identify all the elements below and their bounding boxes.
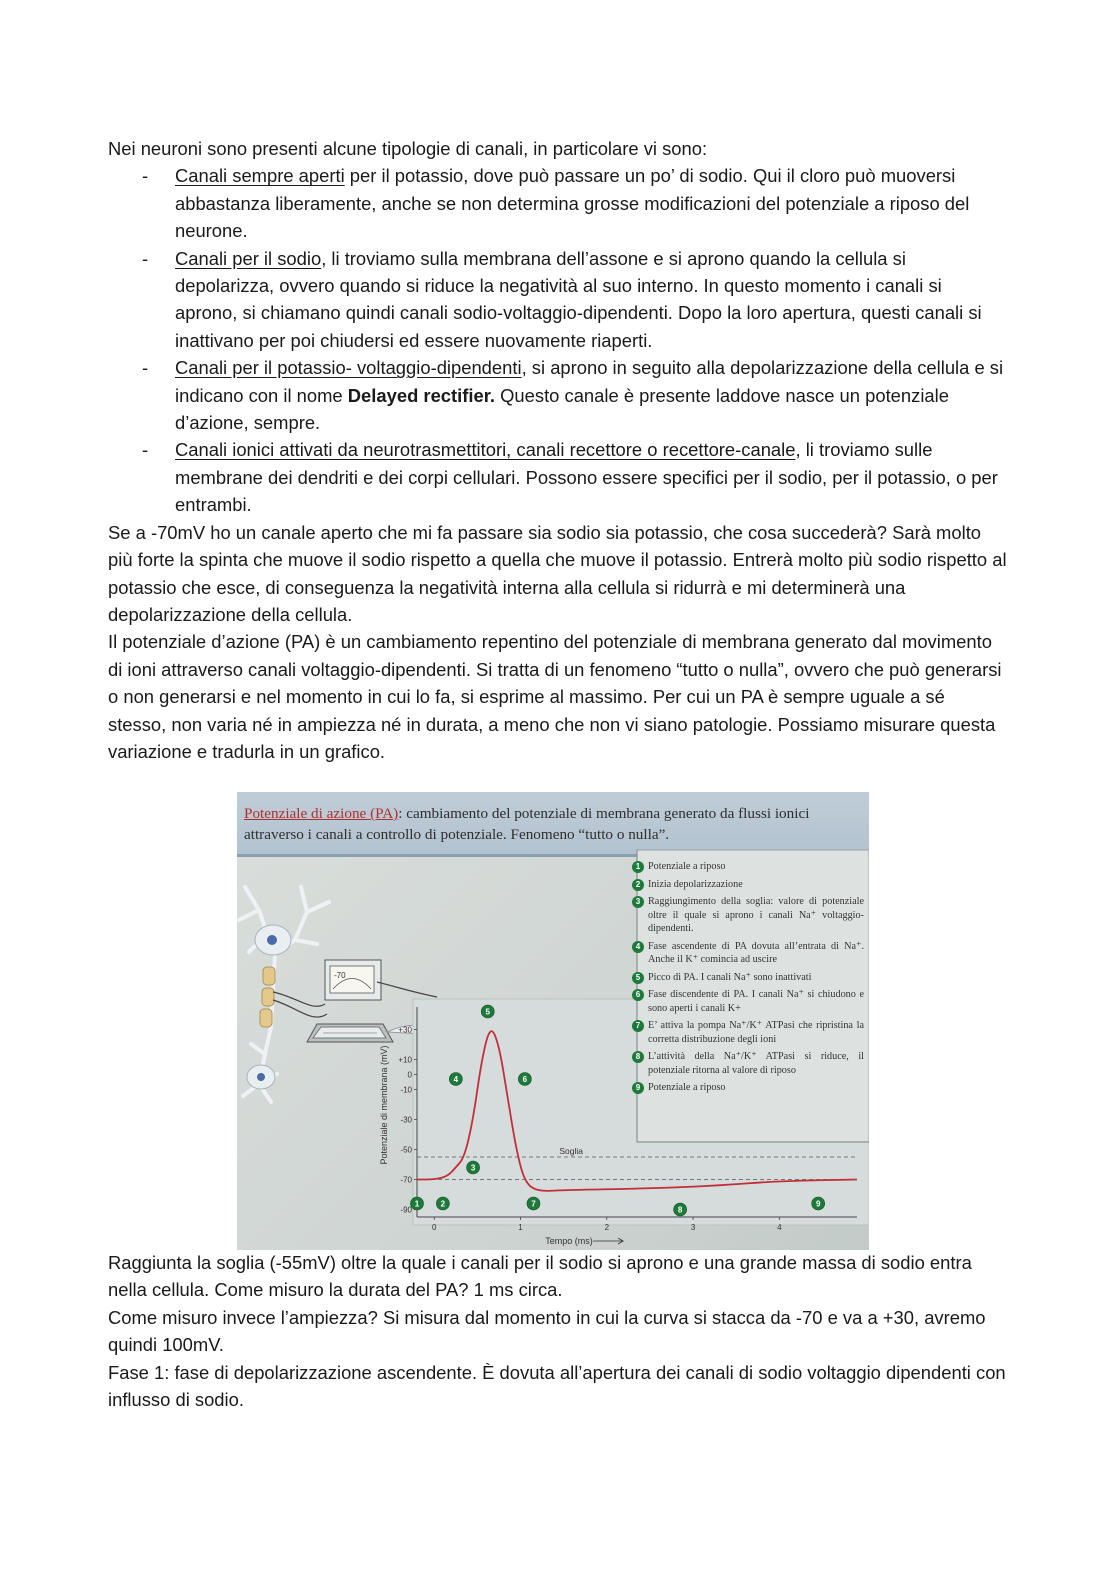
slide-title-text: : cambiamento del potenziale di membrana generato da flussi ionici attraverso i canali a controllo di potenziale. Fenomeno “tutto o nulla”.: [244, 805, 810, 843]
phase-marker-label: 7: [531, 1199, 536, 1209]
legend-item: [632, 1050, 864, 1077]
phase-marker-label: 9: [815, 1199, 821, 1209]
neuron-nucleus-icon: [257, 1073, 265, 1081]
y-tick-label: +10: [398, 1055, 412, 1065]
legend-text: Picco di PA. I canali Na⁺ sono inattivati: [648, 971, 812, 983]
x-tick-label: 3: [690, 1223, 696, 1232]
paragraph: Fase 1: fase di depolarizzazione ascendente. È dovuta all’apertura dei canali di sodio voltaggio dipendenti con influsso di sodio.: [108, 1361, 1006, 1411]
slide-title-highlight: Potenziale di azione (PA): [244, 805, 399, 822]
legend-number-badge: 9: [632, 1082, 644, 1094]
paragraph: Se a -70mV ho un canale aperto che mi fa passare sia sodio sia potassio, che cosa succederà? Sarà molto più forte la spinta che muove il sodio rispetto a quella che muove il potassio. Entrerà molto più sodio rispetto al potassio che esce, di conseguenza la negatività interna alla cellula si ridurrà e mi determinerà una depolarizzazione della cellula.: [108, 521, 1007, 625]
x-tick-label: 0: [432, 1223, 437, 1232]
list-item-text: per il potassio, dove può passare un po’ di sodio. Qui il cloro può muoversi abbastanza liberamente, anche se non determina grosse modificazioni del potenziale a riposo del neurone.: [175, 165, 970, 242]
channel-list: [108, 162, 1008, 518]
y-tick-label: -50: [400, 1145, 412, 1155]
legend-item: [632, 971, 864, 985]
legend-text: E’ attiva la pompa Na⁺/K⁺ ATPasi che ripristina la corretta distribuzione degli ioni: [648, 1020, 864, 1045]
x-axis-label: Tempo (ms): [545, 1236, 593, 1246]
x-tick-label: 2: [604, 1223, 610, 1232]
bottom-text: [108, 1249, 1008, 1413]
phase-marker-label: 5: [485, 1007, 490, 1017]
y-axis-label: Potenziale di membrana (mV): [379, 1045, 389, 1165]
legend-text: Potenziale a riposo: [648, 861, 726, 872]
list-item-text: , li troviamo sulle membrane dei dendriti e dei corpi cellulari. Possono essere specifici per il sodio, per il potassio, o per entrambi.: [175, 439, 998, 516]
legend-text: Potenziale a riposo: [648, 1082, 726, 1093]
legend-item: [632, 1019, 864, 1046]
legend-number-badge: 8: [632, 1051, 644, 1063]
list-item-text: Questo canale è presente laddove nasce un potenziale d’azione, sempre.: [175, 384, 949, 434]
top-text: [108, 135, 1008, 765]
list-item: - Canali per il sodio, li troviamo sulla membrana dell’assone e si aprono quando la cellula si depolarizza, ovvero quando si riduce la negatività al suo interno. In questo momento i canali si aprono, si chiamano quindi canali sodio-voltaggio-dipendenti. Dopo la loro apertura, questi canali si inattivano per poi chiudersi ed essere nuovamente riaperti.: [142, 247, 982, 351]
paragraph: Come misuro invece l’ampiezza? Si misura dal momento in cui la curva si stacca da -70 e va a +30, avremo quindi 100mV.: [108, 1306, 986, 1356]
list-item-underlined: Canali ionici attivati da neurotrasmettitori, canali recettore o recettore-canale: [175, 439, 796, 461]
list-item-bold: Delayed rectifier.: [347, 384, 495, 406]
paragraph: Il potenziale d’azione (PA) è un cambiamento repentino del potenziale di membrana generato dal movimento di ioni attraverso canali voltaggio-dipendenti. Si tratta di un fenomeno “tutto o nulla”, ovvero che può generarsi o non generarsi e nel momento in cui lo fa, si esprime al massimo. Per cui un PA è sempre uguale a sé stesso, non varia né in ampiezza né in durata, a meno che non vi siano patologie. Possiamo misurare questa variazione e tradurla in un grafico.: [108, 631, 1002, 762]
y-tick-label: -30: [400, 1115, 412, 1125]
intro-paragraph: Nei neuroni sono presenti alcune tipologie di canali, in particolare vi sono:: [108, 138, 708, 159]
y-tick-label: -90: [400, 1205, 412, 1215]
legend-number-badge: 1: [632, 861, 644, 873]
legend-number-badge: 6: [632, 989, 644, 1001]
legend-list: [632, 860, 864, 1099]
legend-number-badge: 5: [632, 972, 644, 984]
phase-marker-label: 8: [677, 1205, 683, 1215]
list-item-text: , li troviamo sulla membrana dell’assone e si aprono quando la cellula si depolarizza, ovvero quando si riduce la negatività al suo interno. In questo momento i canali si aprono, si chiamano quindi canali sodio-voltaggio-dipendenti. Dopo la loro apertura, questi canali si inattivano per poi chiudersi ed essere nuovamente riaperti.: [175, 247, 982, 351]
y-tick-label: +30: [398, 1025, 412, 1035]
y-tick-label: -10: [400, 1085, 412, 1095]
list-item-text: , si aprono in seguito alla depolarizzazione della cellula e si indicano con il nome: [175, 357, 1004, 406]
legend-item: [632, 988, 864, 1015]
legend-number-badge: 2: [632, 879, 644, 891]
list-item: - Canali sempre aperti per il potassio, dove può passare un po’ di sodio. Qui il cloro può muoversi abbastanza liberamente, anche se non determina grosse modificazioni del potenziale a riposo del neurone.: [142, 165, 970, 242]
threshold-label: Soglia: [559, 1146, 583, 1156]
legend-item: [632, 878, 864, 892]
paragraph: Raggiunta la soglia (-55mV) oltre la quale i canali per il sodio si aprono e una grande massa di sodio entra nella cellula. Come misuro la durata del PA? 1 ms circa.: [108, 1252, 972, 1301]
list-item: - Canali per il potassio- voltaggio-dipendenti, si aprono in seguito alla depolarizzazione della cellula e si indicano con il nome Delayed rectifier. Questo canale è presente laddove nasce un potenziale d’azione, sempre.: [142, 357, 1004, 434]
x-tick-label: 1: [518, 1223, 523, 1232]
neuron-nucleus-icon: [267, 935, 277, 945]
legend-text: L’attività della Na⁺/K⁺ ATPasi si riduce, il potenziale ritorna al valore di riposo: [648, 1051, 864, 1076]
legend-text: Inizia depolarizzazione: [648, 878, 743, 890]
phase-marker-label: 6: [522, 1075, 528, 1084]
slide-figure: [237, 792, 869, 1250]
phase-marker-label: 4: [453, 1075, 459, 1084]
legend-item: [632, 895, 864, 936]
legend-item: [632, 940, 864, 967]
legend-item: [632, 1081, 864, 1095]
x-axis-arrow-icon: [593, 1238, 623, 1244]
voltmeter-reading: -70: [334, 971, 346, 980]
legend-text: Fase ascendente di PA dovuta all’entrata di Na⁺. Anche il K⁺ comincia ad uscire: [648, 940, 864, 965]
y-tick-label: 0: [407, 1070, 412, 1080]
legend-number-badge: 7: [632, 1020, 644, 1032]
y-tick-label: -70: [400, 1175, 412, 1185]
legend-number-badge: 4: [632, 941, 644, 953]
phase-marker-label: 3: [470, 1163, 476, 1173]
x-tick-label: 4: [777, 1223, 782, 1232]
list-item-underlined: Canali sempre aperti: [175, 165, 345, 187]
legend-item: [632, 860, 864, 874]
list-item-underlined: Canali per il sodio: [175, 247, 322, 269]
legend-text: Fase discendente di PA. I canali Na⁺ si chiudono e sono aperti i canali K+: [648, 989, 864, 1014]
list-item-underlined: Canali per il potassio- voltaggio-dipendenti: [175, 357, 522, 379]
legend-text: Raggiungimento della soglia: valore di potenziale oltre il quale si aprono i canali Na⁺ voltaggio-dipendenti.: [648, 896, 864, 934]
legend-number-badge: 3: [632, 896, 644, 908]
phase-marker-label: 1: [414, 1199, 420, 1209]
phase-marker-label: 2: [440, 1199, 446, 1209]
list-item: - Canali ionici attivati da neurotrasmettitori, canali recettore o recettore-canale, li troviamo sulle membrane dei dendriti e dei corpi cellulari. Possono essere specifici per il sodio, per il potassio, o per entrambi.: [142, 439, 998, 516]
